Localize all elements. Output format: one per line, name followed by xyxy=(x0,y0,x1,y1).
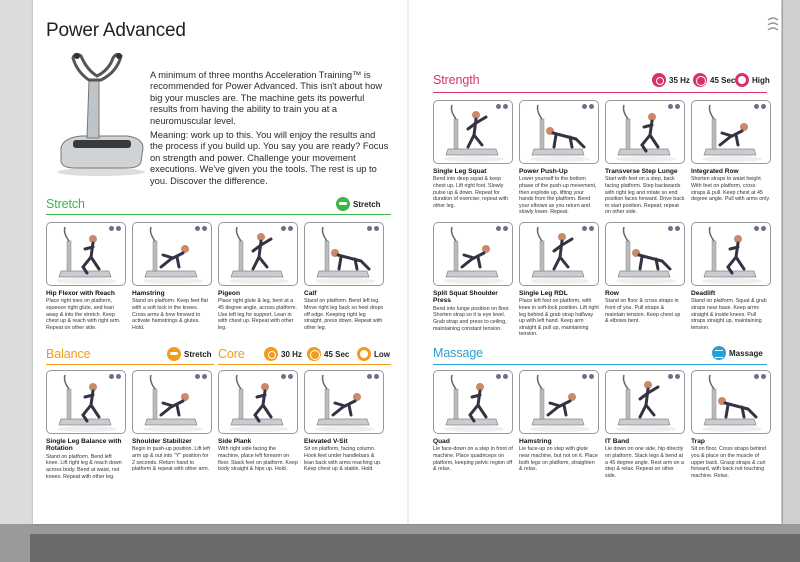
timer-icon xyxy=(693,73,707,87)
exercise-name: Side Plank xyxy=(218,438,252,445)
exercise-description: Begin in push-up position. Lift left arm up & out into "Y" position for 2 seconds. Return hand to platform & repeat with other arm. xyxy=(132,446,211,473)
accessory-icon xyxy=(281,226,293,231)
exercise-name: Shoulder Stabilizer xyxy=(132,438,192,445)
exercise-card xyxy=(605,100,685,216)
exercise-photo xyxy=(519,222,599,286)
exercise-photo xyxy=(519,100,599,164)
frequency-icon xyxy=(264,347,278,361)
stretch-icon xyxy=(336,197,350,211)
exercise-card xyxy=(433,222,513,332)
exercise-description: Place right glute & leg, bent at a 45 degree angle, across platform. Use left leg for support. Lean in with chest up. Repeat with other leg. xyxy=(218,298,297,331)
core-sec-badge xyxy=(307,347,349,361)
bottom-toolbar xyxy=(0,524,800,562)
exercise-description: With right side facing the machine, place left forearm on floor. Stack feet on platform. Keep body straight & hips up. Hold. xyxy=(218,446,298,473)
vibration-machine-image xyxy=(51,50,151,178)
exercise-name: Split Squat Shoulder Press xyxy=(433,290,498,305)
exercise-description: Place right toes on platform, squeeze right glute, and lean away & into the stretch. Keep chest up & reach with right arm. Repeat on other side. xyxy=(46,298,121,331)
exercise-name: Single Leg RDL xyxy=(519,290,568,297)
exercise-photo xyxy=(46,222,126,286)
exercise-photo xyxy=(691,370,771,434)
exercise-description: Sit on floor. Cross straps behind you & place on the muscle of upper back. Grasp straps & curl forward, with back not touching machine. Relax. xyxy=(691,446,767,479)
exercise-name: Integrated Row xyxy=(691,168,739,175)
exercise-card xyxy=(519,100,599,216)
exercise-card xyxy=(433,370,513,473)
exercise-name: Transverse Step Lunge xyxy=(605,168,678,175)
balance-divider xyxy=(46,364,214,365)
window-scrollbar[interactable] xyxy=(782,0,800,562)
accessory-icon xyxy=(281,374,293,379)
core-heading: Core xyxy=(218,347,245,361)
exercise-card xyxy=(304,222,384,331)
exercise-description: Shorten straps to waist height. With feet on platform, cross straps & pull. Keep chest at 45 degree angle. Pull with arms only. xyxy=(691,176,771,203)
accessory-icon xyxy=(754,226,766,231)
exercise-name: IT Band xyxy=(605,438,630,445)
core-sec-label: 45 Sec xyxy=(324,349,350,359)
exercise-name: Hamstring xyxy=(132,290,165,297)
intro-text xyxy=(150,70,390,190)
exercise-name: Quad xyxy=(433,438,450,445)
massage-heading: Massage xyxy=(433,346,484,360)
exercise-description: Bend into lunge position on floor. Shorten strap so it is eye level. Grab strap and press to ceiling, maintaining constant tension. xyxy=(433,305,510,332)
accessory-icon xyxy=(668,104,680,109)
right-page xyxy=(409,0,781,524)
accessory-icon xyxy=(582,226,594,231)
intro-paragraph-2: Meaning: work up to this. You will enjoy the results and the process if you build up. You say you are ready? Focus on strength and power. Challenge your movement executions. We've given you the tools. The rest is up to you. Discover the difference. xyxy=(150,130,389,186)
left-page xyxy=(33,0,407,524)
strength-hz-label: 35 Hz xyxy=(669,75,690,85)
exercise-description: Stand on floor & cross straps in front of you. Pull straps & maintain tension. Keep chest up & elbows bent. xyxy=(605,298,681,325)
balance-heading: Balance xyxy=(46,347,91,361)
exercise-card xyxy=(691,222,771,331)
stretch-divider xyxy=(46,214,391,215)
accessory-icon xyxy=(496,104,508,109)
core-hz-label: 30 Hz xyxy=(281,349,302,359)
accessory-icon xyxy=(668,226,680,231)
massage-badge-label: Massage xyxy=(729,348,763,358)
exercise-description: Stand on platform. Bend left leg. Move right leg back so heel drops off edge. Keeping right leg straight, press down. Repeat with other leg. xyxy=(304,298,384,331)
accessory-icon xyxy=(582,104,594,109)
exercise-name: Single Leg Balance with Rotation xyxy=(46,438,122,453)
power-plate-logo-icon xyxy=(766,16,780,38)
exercise-description: Start with feet on a step, back facing platform. Step backwards with right leg and rotate so end position faces forward. Drive back to start position. Repeat; repeat on other side. xyxy=(605,176,685,216)
exercise-photo xyxy=(218,370,298,434)
exercise-card xyxy=(218,370,298,473)
exercise-photo xyxy=(691,222,771,286)
exercise-card xyxy=(46,222,126,331)
exercise-description: Place left foot on platform, with knee in soft-lock position. Lift right leg behind & grab strap halfway up with left hand. Keep arm straight & pull up, maintaining tension. xyxy=(519,298,599,338)
accessory-icon xyxy=(195,226,207,231)
brochure-spread xyxy=(33,0,781,524)
exercise-card xyxy=(519,222,599,338)
accessory-icon xyxy=(754,104,766,109)
exercise-name: Elevated V-Sit xyxy=(304,438,348,445)
exercise-card xyxy=(304,370,384,473)
stretch-badge xyxy=(336,197,381,211)
toolbar-shade xyxy=(30,534,800,562)
exercise-description: Sit on platform, facing column. Hook feet under handlebars & lean back with arms reaching up. Keep chest up & stable. Hold. xyxy=(304,446,382,473)
exercise-photo xyxy=(605,100,685,164)
exercise-card xyxy=(433,100,513,209)
accessory-icon xyxy=(582,374,594,379)
exercise-card xyxy=(132,222,212,331)
exercise-name: Power Push-Up xyxy=(519,168,568,175)
exercise-card xyxy=(132,370,212,473)
accessory-icon xyxy=(496,226,508,231)
core-hz-badge xyxy=(264,347,302,361)
accessory-icon xyxy=(496,374,508,379)
exercise-name: Row xyxy=(605,290,619,297)
massage-divider xyxy=(433,364,767,365)
accessory-icon xyxy=(109,374,121,379)
strength-hz-badge xyxy=(652,73,690,87)
timer-icon xyxy=(307,347,321,361)
exercise-card xyxy=(605,222,685,325)
accessory-icon xyxy=(367,374,379,379)
exercise-photo xyxy=(691,100,771,164)
intensity-icon xyxy=(357,347,371,361)
exercise-photo xyxy=(46,370,126,434)
accessory-icon xyxy=(367,226,379,231)
exercise-name: Deadlift xyxy=(691,290,716,297)
strength-level-badge xyxy=(735,73,770,87)
exercise-photo xyxy=(132,370,212,434)
exercise-description: Stand on platform. Squat & grab straps near base. Keep arms straight & inside knees. Pull straps straight up, maintaining tension. xyxy=(691,298,767,331)
exercise-card xyxy=(605,370,685,479)
exercise-name: Hamstring xyxy=(519,438,552,445)
intensity-icon xyxy=(735,73,749,87)
exercise-description: Lie face-down on a step in front of machine. Place quadriceps on platform, keeping pelvic region off & relax. xyxy=(433,446,513,473)
stretch-icon xyxy=(167,347,181,361)
exercise-photo xyxy=(218,222,298,286)
massage-badge xyxy=(712,346,763,360)
exercise-photo xyxy=(433,222,513,286)
exercise-card xyxy=(691,100,771,203)
strength-sec-badge xyxy=(693,73,735,87)
core-level-badge xyxy=(357,347,390,361)
strength-divider xyxy=(433,92,767,93)
accessory-icon xyxy=(668,374,680,379)
exercise-name: Pigeon xyxy=(218,290,240,297)
wave-icon xyxy=(712,346,726,360)
frequency-icon xyxy=(652,73,666,87)
exercise-card xyxy=(691,370,771,479)
strength-level-label: High xyxy=(752,75,770,85)
exercise-photo xyxy=(433,100,513,164)
exercise-photo xyxy=(433,370,513,434)
balance-badge-label: Stretch xyxy=(184,349,212,359)
strength-heading: Strength xyxy=(433,73,480,87)
stretch-badge-label: Stretch xyxy=(353,199,381,209)
exercise-name: Hip Flexor with Reach xyxy=(46,290,115,297)
exercise-description: Bend into deep squat & keep chest up. Lift right foot. Slowly pulse up & down. Repeat for duration of exercise; repeat with other leg. xyxy=(433,176,509,209)
exercise-description: Lower yourself to the bottom phase of the push-up movement, then explode up, lifting your hands from the platform. Bend your elbows as you return and slowly lower. Repeat. xyxy=(519,176,597,216)
intro-paragraph-1: A minimum of three months Acceleration Training™ is recommended for Power Advanced. This isn't about how big your muscles are. The machine gets its powerful results from having the ability to train you at a neuromuscular level. xyxy=(150,70,383,126)
exercise-name: Calf xyxy=(304,290,317,297)
accessory-icon xyxy=(109,226,121,231)
accessory-icon xyxy=(754,374,766,379)
exercise-photo xyxy=(304,222,384,286)
exercise-description: Stand on platform. Keep feet flat with a soft lock in the knees. Cross arms & bow forward to activate hamstrings & glutes. Hold. xyxy=(132,298,208,331)
exercise-photo xyxy=(519,370,599,434)
exercise-name: Single Leg Squat xyxy=(433,168,487,175)
accessory-icon xyxy=(195,374,207,379)
exercise-photo xyxy=(132,222,212,286)
exercise-name: Trap xyxy=(691,438,705,445)
exercise-description: Lie down on one side, hip directly on platform. Stack legs & bend at a 45 degree angle. Rest arm on a step & relax. Repeat on other side. xyxy=(605,446,684,479)
exercise-description: Lie face-up on step with glute near machine, but not on it. Place both legs on platform, straighten & relax. xyxy=(519,446,598,473)
exercise-photo xyxy=(304,370,384,434)
stretch-heading: Stretch xyxy=(46,197,85,211)
exercise-description: Stand on platform. Bend left knee. Lift right leg & reach down across body. Bend at waist, not knees. Repeat with other leg. xyxy=(46,453,122,480)
exercise-card xyxy=(218,222,298,331)
core-level-label: Low xyxy=(374,349,390,359)
exercise-card xyxy=(519,370,599,473)
strength-sec-label: 45 Sec xyxy=(710,75,736,85)
exercise-card xyxy=(46,370,126,480)
exercise-photo xyxy=(605,222,685,286)
core-divider xyxy=(218,364,391,365)
page-title: Power Advanced xyxy=(46,20,186,41)
balance-badge xyxy=(167,347,212,361)
exercise-photo xyxy=(605,370,685,434)
